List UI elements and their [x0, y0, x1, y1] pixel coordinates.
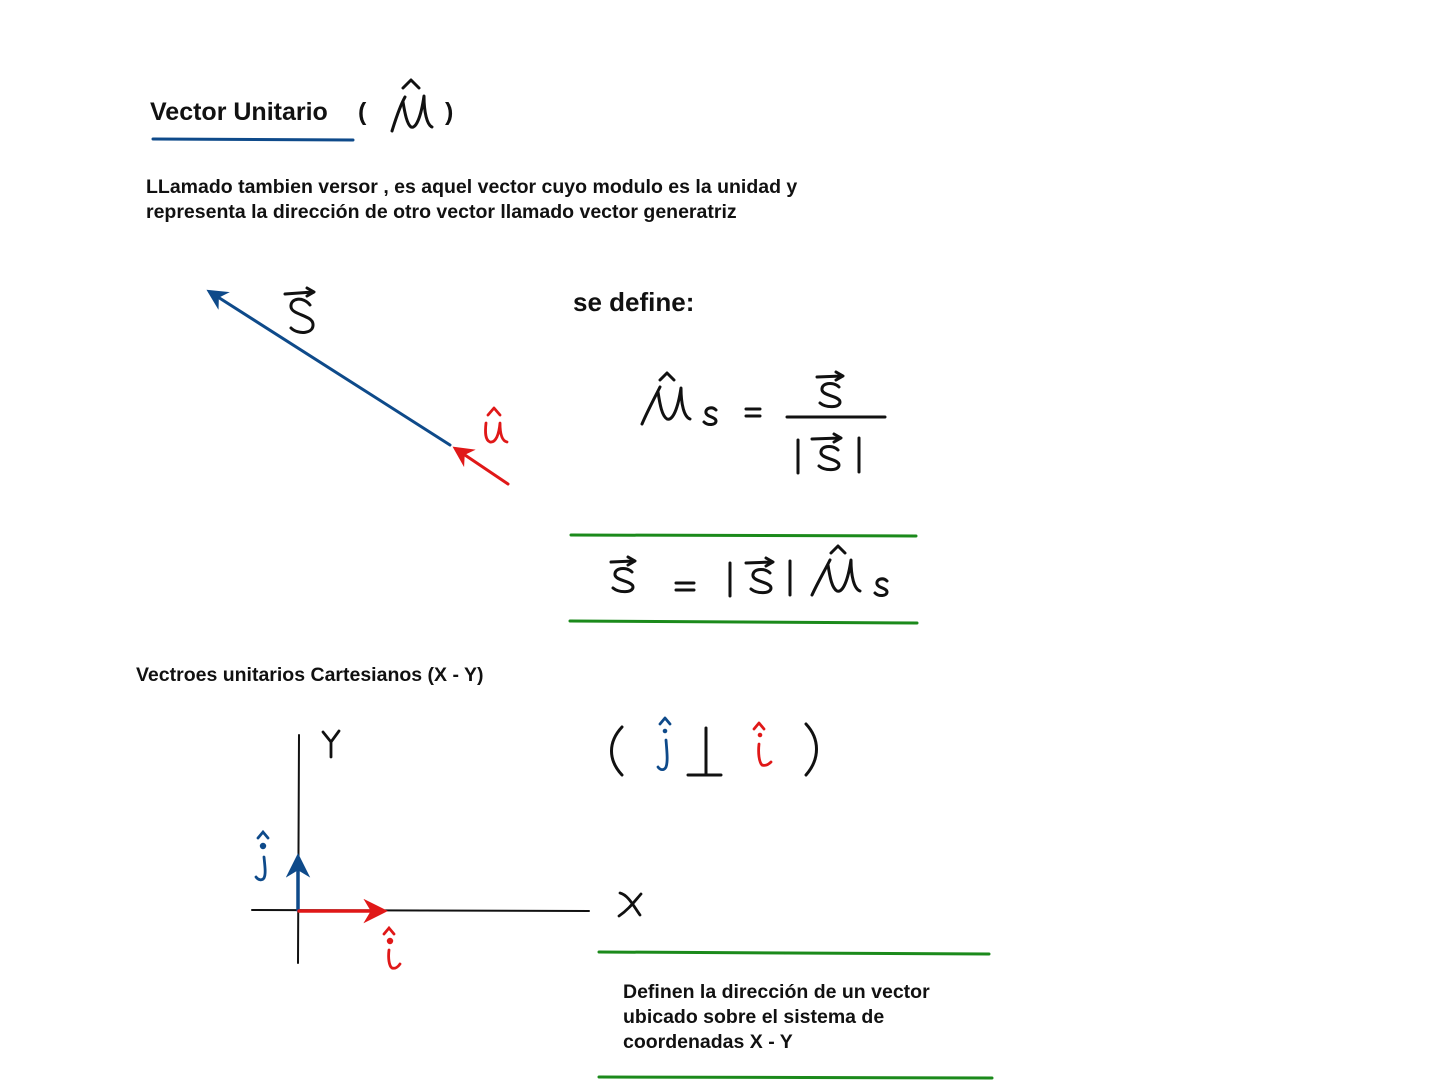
note-line-1: Definen la dirección de un vector [623, 981, 930, 1003]
note-line-3: coordenadas X - Y [623, 1031, 793, 1053]
y-axis [298, 735, 299, 963]
definition-label: se define: [573, 287, 695, 317]
title-underline [153, 139, 353, 140]
note-top-line [599, 952, 989, 954]
j-hat-label [256, 832, 268, 880]
title-open-paren: ( [358, 98, 367, 126]
title-u-hat-glyph [392, 80, 432, 131]
page-title: Vector Unitario [150, 98, 328, 126]
x-axis-label [619, 893, 641, 916]
title-close-paren: ) [445, 98, 454, 126]
perpendicular-expression [612, 718, 817, 775]
i-hat-label [384, 928, 400, 968]
vector-s-label [285, 288, 314, 333]
formula-box-bottom-line [570, 621, 917, 623]
cartesian-title: Vectroes unitarios Cartesianos (X - Y) [136, 664, 484, 686]
intro-line-2: representa la dirección de otro vector llamado vector generatriz [146, 201, 737, 223]
y-axis-label [323, 731, 339, 757]
formula-unit-vector [642, 372, 885, 473]
formula-box-top-line [571, 535, 916, 536]
note-line-2: ubicado sobre el sistema de [623, 1006, 885, 1028]
unit-vector-u-label [485, 408, 507, 442]
note-bottom-line [599, 1077, 992, 1078]
unit-vector-u-arrow [456, 449, 508, 484]
intro-line-1: LLamado tambien versor , es aquel vector cuyo modulo es la unidad y [146, 176, 798, 198]
cartesian-axes [252, 735, 589, 963]
vector-s-arrow [210, 292, 450, 445]
formula-vector-decomposition [611, 546, 887, 596]
